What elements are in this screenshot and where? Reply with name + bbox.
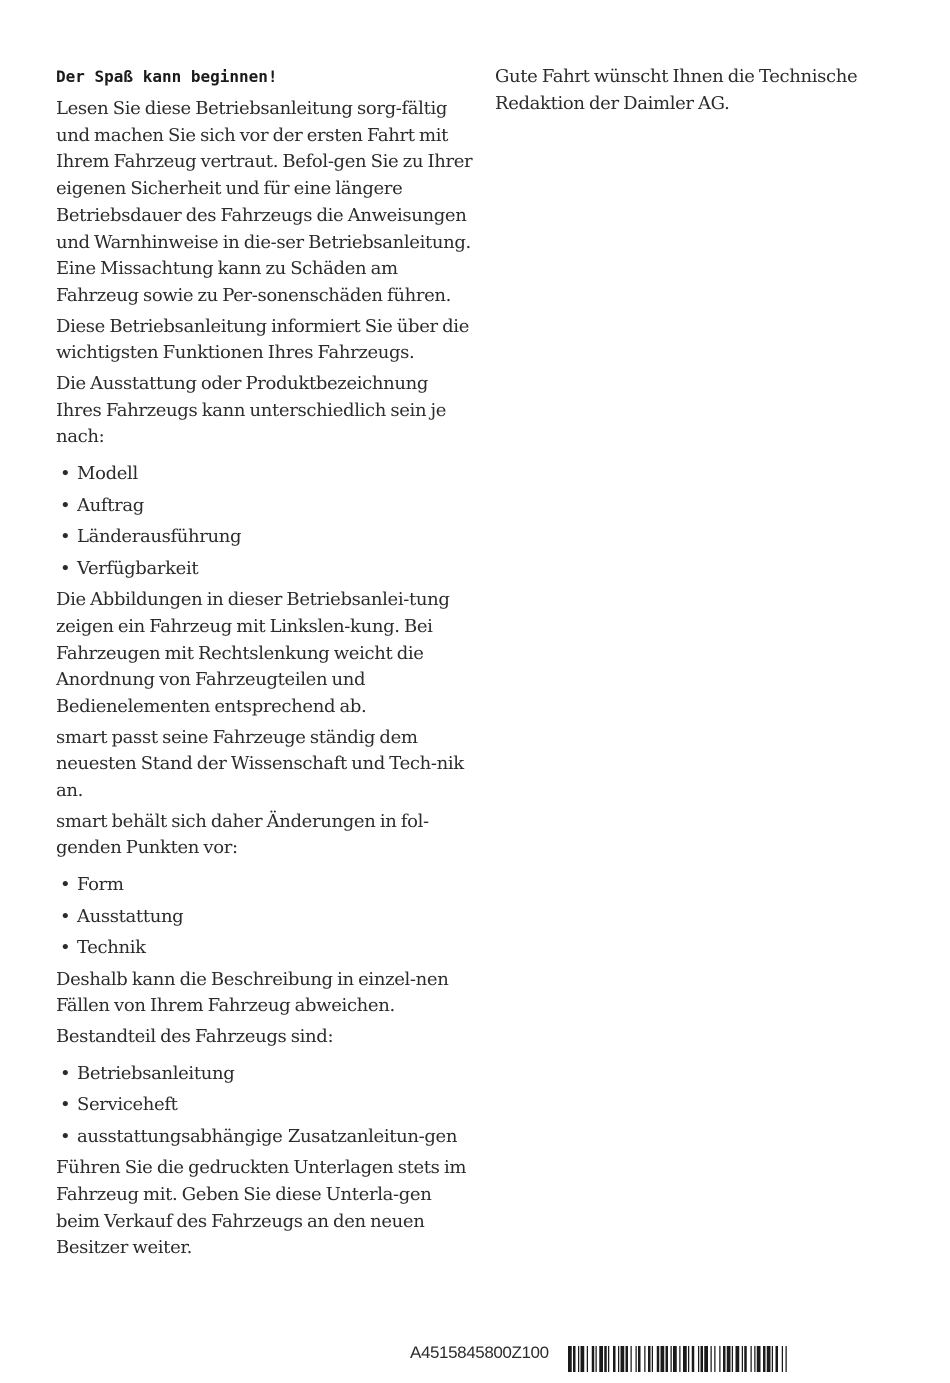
list-item: • Serviceheft <box>56 1092 476 1119</box>
barcode-bar <box>592 1346 595 1372</box>
barcode-bar <box>767 1346 771 1372</box>
changes-paragraph: smart behält sich daher Änderungen in fol-genden Punkten vor: <box>56 810 429 859</box>
barcode-bar <box>679 1346 680 1372</box>
barcode-bar <box>723 1346 726 1372</box>
barcode-bar <box>719 1346 720 1372</box>
barcode-bar <box>754 1346 755 1372</box>
barcode-bar <box>673 1346 677 1372</box>
barcode-bar <box>661 1346 665 1372</box>
list-item: • Modell <box>56 461 476 488</box>
barcode-bar <box>711 1346 712 1372</box>
list-item: • Technik <box>56 935 476 962</box>
barcode-bar <box>671 1346 672 1372</box>
barcode-bar <box>618 1346 619 1372</box>
barcode-bar <box>776 1346 779 1372</box>
barcode-bar <box>688 1346 689 1372</box>
info-paragraph: Diese Betriebsanleitung informiert Sie über die wichtigsten Funktionen Ihres Fahrzeugs. <box>56 315 470 364</box>
barcode-bar <box>736 1346 740 1372</box>
barcode-bar <box>652 1346 653 1372</box>
intro-paragraph: Lesen Sie diese Betriebsanleitung sorg-fältig und machen Sie sich vor der ersten Fahrt mit Ihrem Fahrzeug vertraut. Befol-gen Sie zu Ihrer eigenen Sicherheit und für eine längere Betriebsdauer des Fahrzeugs die Anweisungen und Warnhinweise in die-ser Betriebsanleitung. Eine Missachtung kann zu Schäden am Fahrzeug sowie zu Per-sonenschäden führen. <box>56 98 473 306</box>
barcode-bar <box>638 1346 641 1372</box>
left-column <box>56 64 476 1266</box>
barcode-bar <box>613 1346 616 1372</box>
barcode-bar <box>626 1346 629 1372</box>
list-item: • Länderausführung <box>56 524 476 551</box>
barcode-bar <box>631 1346 632 1372</box>
list-item: • Form <box>56 872 476 899</box>
illustrations-paragraph: Die Abbildungen in dieser Betriebsanlei-tung zeigen ein Fahrzeug mit Linkslen-kung. Bei Fahrzeugen mit Rechtslenkung weicht die Anordnung von Fahrzeugteilen und Bedienelementen entsprechend ab. <box>56 589 450 717</box>
barcode-bar <box>772 1346 773 1372</box>
barcode-bar <box>568 1346 572 1372</box>
barcode-bar <box>573 1346 576 1372</box>
barcode-bar <box>763 1346 766 1372</box>
barcode-bar <box>621 1346 625 1372</box>
barcode-bar <box>786 1346 787 1372</box>
list-item: • Auftrag <box>56 493 476 520</box>
barcode-bar <box>732 1346 733 1372</box>
barcode-bar <box>596 1346 597 1372</box>
barcode-bar <box>692 1346 695 1372</box>
barcode-bar <box>578 1346 579 1372</box>
barcode-bar <box>608 1346 609 1372</box>
right-column <box>495 64 915 121</box>
section-heading: Der Spaß kann beginnen! <box>56 67 278 86</box>
equipment-list <box>56 461 476 582</box>
barcode-bar <box>648 1346 651 1372</box>
document-code: A4515845800Z100 <box>410 1343 549 1362</box>
barcode-bar <box>636 1346 637 1372</box>
barcode-bar <box>757 1346 761 1372</box>
barcode-bar <box>751 1346 752 1372</box>
barcode-graphic <box>568 1346 908 1372</box>
update-paragraph: smart passt seine Fahrzeuge ständig dem neuesten Stand der Wissenschaft und Tech-nik an. <box>56 726 464 802</box>
components-list <box>56 1061 476 1151</box>
documents-paragraph: Führen Sie die gedruckten Unterlagen stets im Fahrzeug mit. Geben Sie diese Unterla-gen beim Verkauf des Fahrzeugs an den neuen Besitzer weiter. <box>56 1157 467 1259</box>
closing-paragraph: Gute Fahrt wünscht Ihnen die Technische Redaktion der Daimler AG. <box>495 66 858 114</box>
barcode-bar <box>742 1346 743 1372</box>
list-item: • Ausstattung <box>56 904 476 931</box>
barcode-bar <box>604 1346 607 1372</box>
deviation-paragraph: Deshalb kann die Beschreibung in einzel-nen Fällen von Ihrem Fahrzeug abweichen. <box>56 968 449 1017</box>
list-item: • Betriebsanleitung <box>56 1061 476 1088</box>
changes-list <box>56 872 476 962</box>
barcode-bar <box>698 1346 699 1372</box>
barcode-bar <box>644 1346 645 1372</box>
barcode-bar <box>704 1346 708 1372</box>
barcode-bar <box>599 1346 603 1372</box>
barcode-bar <box>666 1346 669 1372</box>
barcode-bar <box>714 1346 715 1372</box>
components-paragraph: Bestandteil des Fahrzeugs sind: <box>56 1026 334 1048</box>
barcode-bar <box>727 1346 731 1372</box>
barcode-bar <box>587 1346 588 1372</box>
barcode-bar <box>701 1346 704 1372</box>
list-item: • Verfügbarkeit <box>56 556 476 583</box>
barcode-bar <box>683 1346 687 1372</box>
barcode-bar <box>657 1346 660 1372</box>
list-item: • ausstattungsabhängige Zusatzanleitun-gen <box>56 1124 476 1151</box>
equipment-paragraph: Die Ausstattung oder Produktbezeichnung Ihres Fahrzeugs kann unterschiedlich sein je nach: <box>56 373 447 448</box>
barcode-bar <box>744 1346 747 1372</box>
barcode-bar <box>782 1346 783 1372</box>
barcode-bar <box>581 1346 585 1372</box>
